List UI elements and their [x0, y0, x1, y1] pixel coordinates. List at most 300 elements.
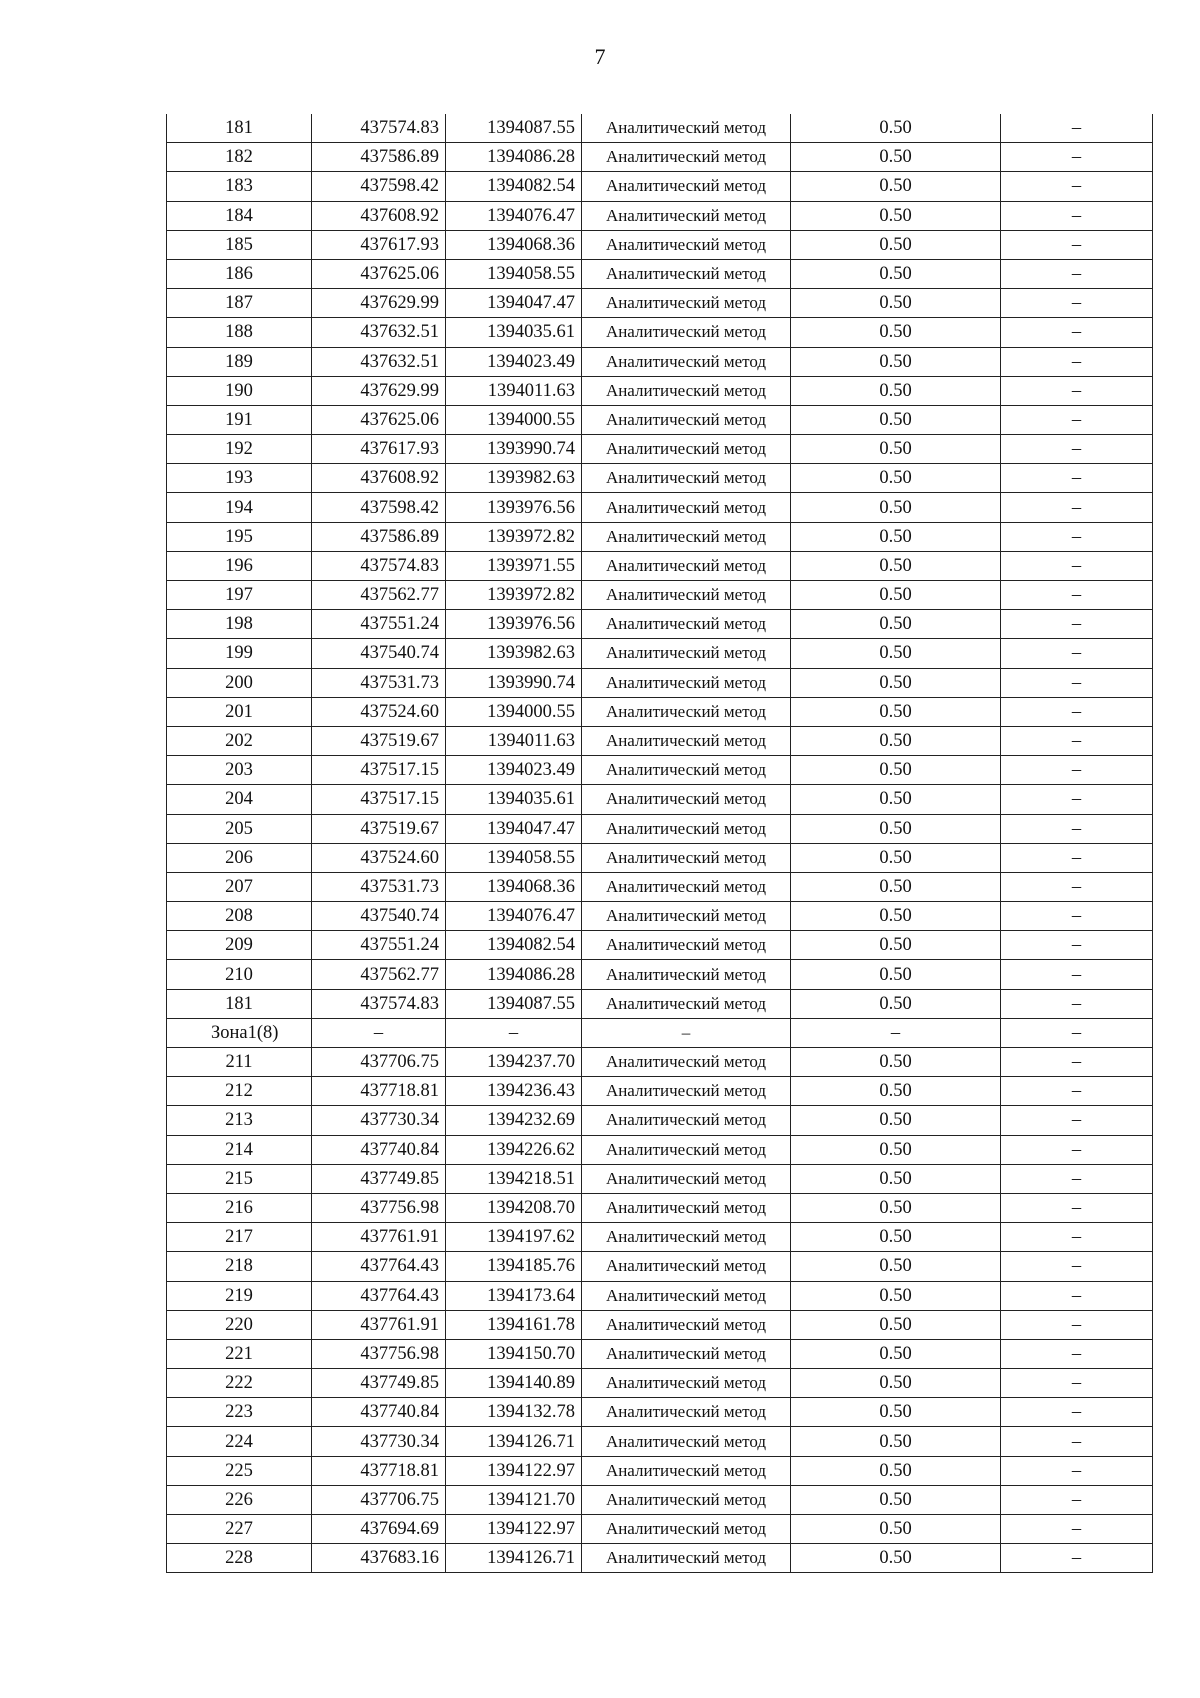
point-number-cell: 223: [167, 1398, 312, 1427]
table-row: [167, 1339, 1153, 1368]
y-coordinate-cell: 1394173.64: [446, 1281, 582, 1310]
point-number-cell: 185: [167, 230, 312, 259]
x-coordinate-cell: 437629.99: [312, 376, 446, 405]
y-coordinate-cell: 1394197.62: [446, 1223, 582, 1252]
method-cell: Аналитический метод: [582, 143, 791, 172]
x-coordinate-cell: 437694.69: [312, 1515, 446, 1544]
table-row: [167, 1193, 1153, 1222]
note-cell: –: [1001, 1252, 1153, 1281]
table-row: [167, 1135, 1153, 1164]
precision-cell: 0.50: [791, 814, 1001, 843]
note-cell: –: [1001, 522, 1153, 551]
coordinates-table-container: [166, 114, 1152, 1573]
point-number-cell: 193: [167, 464, 312, 493]
y-coordinate-cell: 1394023.49: [446, 756, 582, 785]
y-coordinate-cell: 1393971.55: [446, 551, 582, 580]
method-cell: Аналитический метод: [582, 1135, 791, 1164]
x-coordinate-cell: 437632.51: [312, 318, 446, 347]
method-cell: Аналитический метод: [582, 1106, 791, 1135]
note-cell: –: [1001, 376, 1153, 405]
table-row: [167, 551, 1153, 580]
method-cell: Аналитический метод: [582, 318, 791, 347]
note-cell: –: [1001, 1427, 1153, 1456]
x-coordinate-cell: 437540.74: [312, 902, 446, 931]
note-cell: –: [1001, 1515, 1153, 1544]
y-coordinate-cell: 1394000.55: [446, 405, 582, 434]
method-cell: Аналитический метод: [582, 1048, 791, 1077]
method-cell: Аналитический метод: [582, 931, 791, 960]
y-coordinate-cell: 1394035.61: [446, 785, 582, 814]
note-cell: –: [1001, 639, 1153, 668]
y-coordinate-cell: 1393972.82: [446, 581, 582, 610]
point-number-cell: 213: [167, 1106, 312, 1135]
method-cell: Аналитический метод: [582, 1281, 791, 1310]
x-coordinate-cell: 437718.81: [312, 1456, 446, 1485]
table-row: [167, 1077, 1153, 1106]
table-row: [167, 668, 1153, 697]
precision-cell: 0.50: [791, 1515, 1001, 1544]
x-coordinate-cell: 437756.98: [312, 1339, 446, 1368]
table-row: [167, 1281, 1153, 1310]
y-coordinate-cell: 1393976.56: [446, 493, 582, 522]
note-cell: –: [1001, 1223, 1153, 1252]
precision-cell: 0.50: [791, 931, 1001, 960]
note-cell: –: [1001, 931, 1153, 960]
method-cell: Аналитический метод: [582, 522, 791, 551]
note-cell: –: [1001, 902, 1153, 931]
precision-cell: 0.50: [791, 639, 1001, 668]
method-cell: Аналитический метод: [582, 230, 791, 259]
method-cell: Аналитический метод: [582, 289, 791, 318]
precision-cell: 0.50: [791, 230, 1001, 259]
x-coordinate-cell: 437617.93: [312, 435, 446, 464]
point-number-cell: 191: [167, 405, 312, 434]
note-cell: –: [1001, 1310, 1153, 1339]
table-row: [167, 1164, 1153, 1193]
table-row: [167, 464, 1153, 493]
point-number-cell: 225: [167, 1456, 312, 1485]
y-coordinate-cell: 1393976.56: [446, 610, 582, 639]
y-coordinate-cell: 1394087.55: [446, 114, 582, 143]
table-row: [167, 493, 1153, 522]
y-coordinate-cell: 1394185.76: [446, 1252, 582, 1281]
note-cell: –: [1001, 1281, 1153, 1310]
point-number-cell: 220: [167, 1310, 312, 1339]
method-cell: Аналитический метод: [582, 1310, 791, 1339]
y-coordinate-cell: 1394011.63: [446, 376, 582, 405]
y-coordinate-cell: 1394058.55: [446, 843, 582, 872]
x-coordinate-cell: 437749.85: [312, 1369, 446, 1398]
point-number-cell: 208: [167, 902, 312, 931]
table-row: [167, 814, 1153, 843]
y-coordinate-cell: 1394023.49: [446, 347, 582, 376]
note-cell: –: [1001, 756, 1153, 785]
method-cell: Аналитический метод: [582, 581, 791, 610]
precision-cell: 0.50: [791, 551, 1001, 580]
note-cell: –: [1001, 726, 1153, 755]
note-cell: –: [1001, 551, 1153, 580]
method-cell: Аналитический метод: [582, 1515, 791, 1544]
precision-cell: –: [791, 1018, 1001, 1047]
x-coordinate-cell: 437617.93: [312, 230, 446, 259]
precision-cell: 0.50: [791, 318, 1001, 347]
y-coordinate-cell: 1394047.47: [446, 289, 582, 318]
note-cell: –: [1001, 814, 1153, 843]
y-coordinate-cell: 1394076.47: [446, 201, 582, 230]
method-cell: Аналитический метод: [582, 1223, 791, 1252]
x-coordinate-cell: 437756.98: [312, 1193, 446, 1222]
table-row: [167, 872, 1153, 901]
page-number: 7: [594, 44, 606, 69]
precision-cell: 0.50: [791, 1310, 1001, 1339]
y-coordinate-cell: 1394208.70: [446, 1193, 582, 1222]
table-row: [167, 1456, 1153, 1485]
table-row: [167, 1485, 1153, 1514]
y-coordinate-cell: 1394232.69: [446, 1106, 582, 1135]
precision-cell: 0.50: [791, 114, 1001, 143]
table-row: [167, 1427, 1153, 1456]
point-number-cell: 197: [167, 581, 312, 610]
point-number-cell: 216: [167, 1193, 312, 1222]
x-coordinate-cell: 437598.42: [312, 493, 446, 522]
point-number-cell: 195: [167, 522, 312, 551]
method-cell: Аналитический метод: [582, 1369, 791, 1398]
method-cell: Аналитический метод: [582, 347, 791, 376]
method-cell: Аналитический метод: [582, 610, 791, 639]
point-number-cell: 226: [167, 1485, 312, 1514]
method-cell: Аналитический метод: [582, 201, 791, 230]
x-coordinate-cell: 437749.85: [312, 1164, 446, 1193]
y-coordinate-cell: 1394011.63: [446, 726, 582, 755]
note-cell: –: [1001, 1106, 1153, 1135]
y-coordinate-cell: 1393990.74: [446, 435, 582, 464]
precision-cell: 0.50: [791, 435, 1001, 464]
y-coordinate-cell: 1393982.63: [446, 639, 582, 668]
table-row: [167, 347, 1153, 376]
note-cell: –: [1001, 581, 1153, 610]
y-coordinate-cell: 1394122.97: [446, 1456, 582, 1485]
method-cell: Аналитический метод: [582, 172, 791, 201]
point-number-cell: 183: [167, 172, 312, 201]
precision-cell: 0.50: [791, 201, 1001, 230]
x-coordinate-cell: 437683.16: [312, 1544, 446, 1573]
precision-cell: 0.50: [791, 172, 1001, 201]
note-cell: –: [1001, 1485, 1153, 1514]
table-row: [167, 230, 1153, 259]
table-row: [167, 1106, 1153, 1135]
precision-cell: 0.50: [791, 581, 1001, 610]
point-number-cell: 218: [167, 1252, 312, 1281]
point-number-cell: 203: [167, 756, 312, 785]
x-coordinate-cell: 437524.60: [312, 843, 446, 872]
point-number-cell: 188: [167, 318, 312, 347]
note-cell: –: [1001, 114, 1153, 143]
note-cell: –: [1001, 493, 1153, 522]
point-number-cell: 205: [167, 814, 312, 843]
table-row: [167, 639, 1153, 668]
method-cell: Аналитический метод: [582, 376, 791, 405]
table-row: [167, 318, 1153, 347]
note-cell: –: [1001, 1135, 1153, 1164]
precision-cell: 0.50: [791, 1398, 1001, 1427]
method-cell: Аналитический метод: [582, 1427, 791, 1456]
method-cell: Аналитический метод: [582, 902, 791, 931]
note-cell: –: [1001, 1544, 1153, 1573]
x-coordinate-cell: 437718.81: [312, 1077, 446, 1106]
precision-cell: 0.50: [791, 1106, 1001, 1135]
y-coordinate-cell: 1394086.28: [446, 960, 582, 989]
note-cell: –: [1001, 1164, 1153, 1193]
table-row: [167, 1310, 1153, 1339]
precision-cell: 0.50: [791, 1427, 1001, 1456]
table-row: [167, 376, 1153, 405]
x-coordinate-cell: 437574.83: [312, 989, 446, 1018]
precision-cell: 0.50: [791, 1485, 1001, 1514]
precision-cell: 0.50: [791, 1135, 1001, 1164]
precision-cell: 0.50: [791, 756, 1001, 785]
x-coordinate-cell: 437517.15: [312, 785, 446, 814]
note-cell: –: [1001, 464, 1153, 493]
x-coordinate-cell: 437551.24: [312, 931, 446, 960]
note-cell: –: [1001, 843, 1153, 872]
note-cell: –: [1001, 1048, 1153, 1077]
precision-cell: 0.50: [791, 259, 1001, 288]
method-cell: Аналитический метод: [582, 989, 791, 1018]
precision-cell: 0.50: [791, 1193, 1001, 1222]
y-coordinate-cell: 1394226.62: [446, 1135, 582, 1164]
point-number-cell: 201: [167, 697, 312, 726]
point-number-cell: 211: [167, 1048, 312, 1077]
note-cell: –: [1001, 1456, 1153, 1485]
note-cell: –: [1001, 347, 1153, 376]
x-coordinate-cell: 437625.06: [312, 405, 446, 434]
note-cell: –: [1001, 259, 1153, 288]
table-row: [167, 989, 1153, 1018]
point-number-cell: 221: [167, 1339, 312, 1368]
x-coordinate-cell: 437562.77: [312, 960, 446, 989]
method-cell: Аналитический метод: [582, 1339, 791, 1368]
x-coordinate-cell: 437540.74: [312, 639, 446, 668]
note-cell: –: [1001, 435, 1153, 464]
method-cell: Аналитический метод: [582, 1193, 791, 1222]
table-row: [167, 697, 1153, 726]
x-coordinate-cell: 437519.67: [312, 814, 446, 843]
precision-cell: 0.50: [791, 1339, 1001, 1368]
method-cell: Аналитический метод: [582, 785, 791, 814]
y-coordinate-cell: 1393972.82: [446, 522, 582, 551]
x-coordinate-cell: 437517.15: [312, 756, 446, 785]
table-row: [167, 405, 1153, 434]
table-row: [167, 114, 1153, 143]
table-row: [167, 785, 1153, 814]
table-row: [167, 756, 1153, 785]
point-number-cell: 199: [167, 639, 312, 668]
precision-cell: 0.50: [791, 405, 1001, 434]
precision-cell: 0.50: [791, 464, 1001, 493]
point-number-cell: 187: [167, 289, 312, 318]
point-number-cell: 204: [167, 785, 312, 814]
zone-header-row: [167, 1018, 1153, 1047]
point-number-cell: 206: [167, 843, 312, 872]
precision-cell: 0.50: [791, 522, 1001, 551]
precision-cell: 0.50: [791, 785, 1001, 814]
note-cell: –: [1001, 289, 1153, 318]
note-cell: –: [1001, 1398, 1153, 1427]
x-coordinate-cell: 437524.60: [312, 697, 446, 726]
table-row: [167, 1252, 1153, 1281]
note-cell: –: [1001, 1339, 1153, 1368]
y-coordinate-cell: 1394140.89: [446, 1369, 582, 1398]
table-row: [167, 1544, 1153, 1573]
method-cell: Аналитический метод: [582, 259, 791, 288]
y-coordinate-cell: 1394068.36: [446, 872, 582, 901]
table-row: [167, 610, 1153, 639]
note-cell: –: [1001, 989, 1153, 1018]
note-cell: –: [1001, 201, 1153, 230]
table-row: [167, 931, 1153, 960]
precision-cell: 0.50: [791, 1223, 1001, 1252]
table-row: [167, 902, 1153, 931]
note-cell: –: [1001, 172, 1153, 201]
method-cell: Аналитический метод: [582, 697, 791, 726]
method-cell: Аналитический метод: [582, 872, 791, 901]
point-number-cell: 196: [167, 551, 312, 580]
precision-cell: 0.50: [791, 697, 1001, 726]
point-number-cell: 209: [167, 931, 312, 960]
y-coordinate-cell: 1394236.43: [446, 1077, 582, 1106]
table-row: [167, 1515, 1153, 1544]
point-number-cell: 219: [167, 1281, 312, 1310]
method-cell: Аналитический метод: [582, 1456, 791, 1485]
precision-cell: 0.50: [791, 289, 1001, 318]
precision-cell: 0.50: [791, 1369, 1001, 1398]
method-cell: Аналитический метод: [582, 464, 791, 493]
y-coordinate-cell: 1393990.74: [446, 668, 582, 697]
x-coordinate-cell: 437562.77: [312, 581, 446, 610]
method-cell: Аналитический метод: [582, 114, 791, 143]
note-cell: –: [1001, 1193, 1153, 1222]
note-cell: –: [1001, 1077, 1153, 1106]
note-cell: –: [1001, 405, 1153, 434]
method-cell: Аналитический метод: [582, 639, 791, 668]
point-number-cell: 207: [167, 872, 312, 901]
x-coordinate-cell: 437531.73: [312, 668, 446, 697]
point-number-cell: 227: [167, 1515, 312, 1544]
method-cell: Аналитический метод: [582, 1077, 791, 1106]
y-coordinate-cell: 1394150.70: [446, 1339, 582, 1368]
note-cell: –: [1001, 872, 1153, 901]
point-number-cell: 217: [167, 1223, 312, 1252]
precision-cell: 0.50: [791, 493, 1001, 522]
table-row: [167, 581, 1153, 610]
point-number-cell: 181: [167, 989, 312, 1018]
point-number-cell: 192: [167, 435, 312, 464]
x-coordinate-cell: 437551.24: [312, 610, 446, 639]
y-coordinate-cell: 1394122.97: [446, 1515, 582, 1544]
point-number-cell: 215: [167, 1164, 312, 1193]
x-coordinate-cell: 437764.43: [312, 1252, 446, 1281]
note-cell: –: [1001, 697, 1153, 726]
y-coordinate-cell: 1394126.71: [446, 1544, 582, 1573]
x-coordinate-cell: 437730.34: [312, 1106, 446, 1135]
method-cell: Аналитический метод: [582, 756, 791, 785]
precision-cell: 0.50: [791, 989, 1001, 1018]
method-cell: Аналитический метод: [582, 435, 791, 464]
precision-cell: 0.50: [791, 610, 1001, 639]
table-row: [167, 1223, 1153, 1252]
method-cell: –: [582, 1018, 791, 1047]
x-coordinate-cell: 437761.91: [312, 1310, 446, 1339]
note-cell: –: [1001, 1369, 1153, 1398]
precision-cell: 0.50: [791, 143, 1001, 172]
x-coordinate-cell: 437519.67: [312, 726, 446, 755]
method-cell: Аналитический метод: [582, 551, 791, 580]
method-cell: Аналитический метод: [582, 843, 791, 872]
precision-cell: 0.50: [791, 668, 1001, 697]
precision-cell: 0.50: [791, 376, 1001, 405]
precision-cell: 0.50: [791, 1281, 1001, 1310]
y-coordinate-cell: 1394000.55: [446, 697, 582, 726]
note-cell: –: [1001, 785, 1153, 814]
table-row: [167, 172, 1153, 201]
y-coordinate-cell: 1394121.70: [446, 1485, 582, 1514]
x-coordinate-cell: 437574.83: [312, 551, 446, 580]
point-number-cell: 189: [167, 347, 312, 376]
y-coordinate-cell: 1394058.55: [446, 259, 582, 288]
precision-cell: 0.50: [791, 726, 1001, 755]
table-row: [167, 435, 1153, 464]
method-cell: Аналитический метод: [582, 814, 791, 843]
precision-cell: 0.50: [791, 902, 1001, 931]
x-coordinate-cell: 437625.06: [312, 259, 446, 288]
point-number-cell: 210: [167, 960, 312, 989]
y-coordinate-cell: 1394086.28: [446, 143, 582, 172]
method-cell: Аналитический метод: [582, 405, 791, 434]
x-coordinate-cell: 437608.92: [312, 464, 446, 493]
method-cell: Аналитический метод: [582, 668, 791, 697]
method-cell: Аналитический метод: [582, 1398, 791, 1427]
x-coordinate-cell: 437586.89: [312, 143, 446, 172]
coordinates-table-body: [167, 114, 1153, 1573]
y-coordinate-cell: 1394035.61: [446, 318, 582, 347]
point-number-cell: Зона1(8): [167, 1018, 312, 1047]
note-cell: –: [1001, 668, 1153, 697]
x-coordinate-cell: 437706.75: [312, 1048, 446, 1077]
y-coordinate-cell: 1394237.70: [446, 1048, 582, 1077]
table-row: [167, 1048, 1153, 1077]
point-number-cell: 190: [167, 376, 312, 405]
point-number-cell: 182: [167, 143, 312, 172]
point-number-cell: 212: [167, 1077, 312, 1106]
y-coordinate-cell: 1394132.78: [446, 1398, 582, 1427]
precision-cell: 0.50: [791, 1164, 1001, 1193]
x-coordinate-cell: 437740.84: [312, 1135, 446, 1164]
table-row: [167, 726, 1153, 755]
precision-cell: 0.50: [791, 1456, 1001, 1485]
point-number-cell: 228: [167, 1544, 312, 1573]
x-coordinate-cell: –: [312, 1018, 446, 1047]
y-coordinate-cell: 1394161.78: [446, 1310, 582, 1339]
y-coordinate-cell: 1394087.55: [446, 989, 582, 1018]
note-cell: –: [1001, 318, 1153, 347]
method-cell: Аналитический метод: [582, 1544, 791, 1573]
y-coordinate-cell: –: [446, 1018, 582, 1047]
precision-cell: 0.50: [791, 1544, 1001, 1573]
point-number-cell: 184: [167, 201, 312, 230]
point-number-cell: 200: [167, 668, 312, 697]
x-coordinate-cell: 437531.73: [312, 872, 446, 901]
precision-cell: 0.50: [791, 1048, 1001, 1077]
